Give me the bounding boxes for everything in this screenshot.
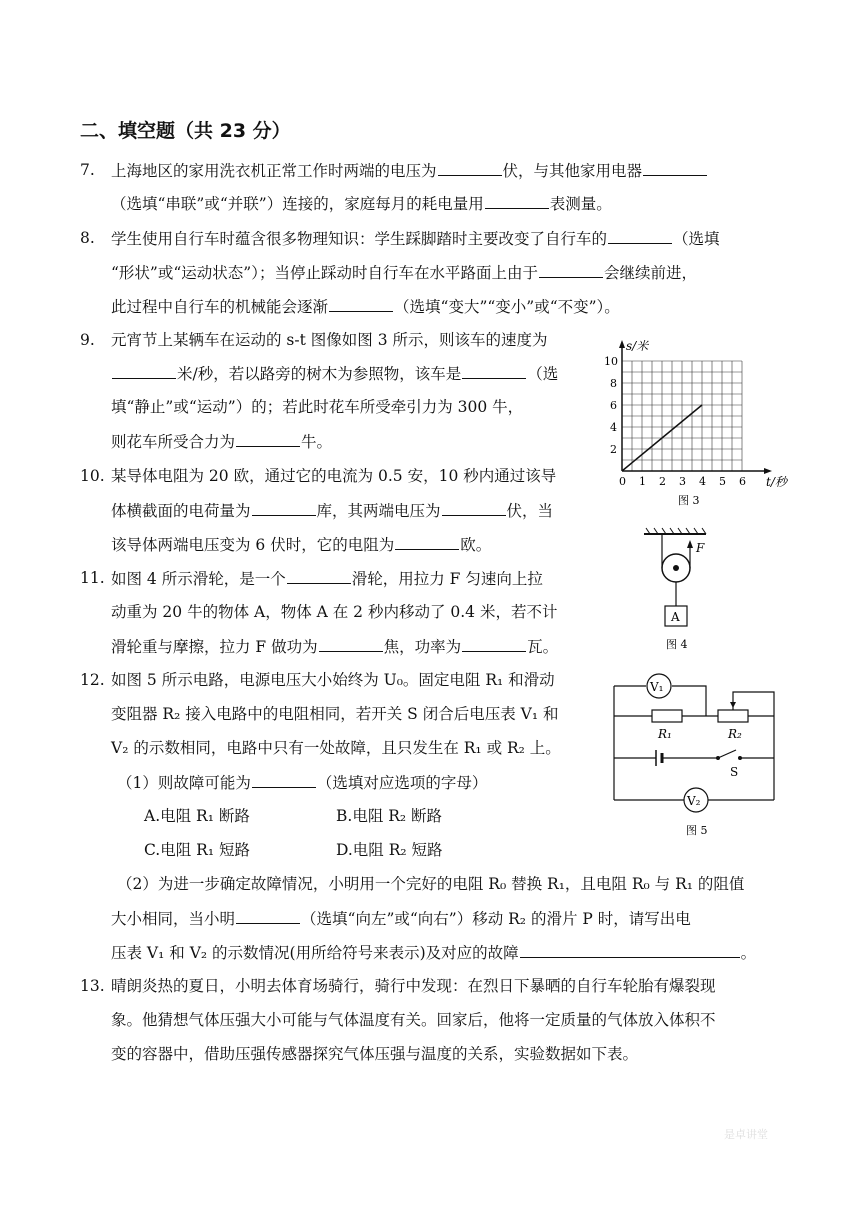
switch-blade	[718, 750, 736, 758]
answer-blank[interactable]	[252, 500, 316, 516]
q13-line1: 晴朗炎热的夏日，小明去体育场骑行，骑行中发现：在烈日下暴晒的自行车轮胎有爆裂现	[111, 977, 716, 995]
answer-blank[interactable]	[236, 431, 300, 447]
fig3-xtick-label: 1	[639, 475, 646, 488]
fig3-ylabel: s/米	[626, 339, 649, 353]
q9-line3: 填“静止”或“运动”）的；若此时花车所受牵引力为 300 牛，	[111, 398, 524, 416]
answer-blank[interactable]	[438, 160, 502, 176]
r1-label: R₁	[658, 727, 672, 741]
fig3-ytick-label: 8	[610, 377, 617, 390]
answer-blank[interactable]	[608, 228, 672, 244]
figure-5-circuit	[606, 672, 790, 842]
question-7-number: 7.	[80, 161, 95, 179]
answer-blank[interactable]	[287, 568, 351, 584]
q9-line4: 则花车所受合力为 牛。	[111, 433, 333, 451]
fig4-caption: 图 4	[666, 638, 688, 651]
fig3-ytick-label: 4	[610, 421, 617, 434]
q12-line4: （1）则故障可能为 （选填对应选项的字母）	[117, 774, 488, 792]
fig3-ytick-label: 10	[604, 355, 618, 368]
force-label: F	[696, 541, 705, 555]
q10-line3: 该导体两端电压变为 6 伏时，它的电阻为 欧。	[111, 536, 492, 554]
q10-line2: 体横截面的电荷量为 库，其两端电压为 伏，当	[111, 502, 554, 520]
question-8-number: 8.	[80, 229, 95, 247]
q9-line1: 元宵节上某辆车在运动的 s-t 图像如图 3 所示，则该车的速度为	[111, 331, 548, 349]
fig3-caption: 图 3	[678, 494, 700, 507]
fig3-ytick-label: 2	[610, 443, 617, 456]
slider-arrow	[730, 702, 736, 708]
figure-3-st-graph	[598, 336, 798, 516]
answer-blank[interactable]	[319, 636, 383, 652]
q13-line2: 象。他猜想气体压强大小可能与气体温度有关。回家后，他将一定质量的气体放入体积不	[111, 1011, 716, 1029]
q7-line1: 上海地区的家用洗衣机正常工作时两端的电压为 伏，与其他家用电器	[111, 160, 708, 181]
option-c: C.电阻 R₁ 短路	[144, 841, 250, 859]
question-13-number: 13.	[80, 977, 105, 995]
fig3-ytick-label: 6	[610, 399, 617, 412]
fig3-y-arrow	[619, 340, 625, 348]
option-b: B.电阻 R₂ 断路	[336, 807, 443, 825]
switch-label: S	[730, 765, 739, 779]
v1-label: V₁	[650, 680, 664, 694]
q11-line1: 如图 4 所示滑轮，是一个 滑轮，用拉力 F 匀速向上拉	[111, 570, 543, 588]
fig3-xtick-label: 3	[679, 475, 686, 488]
question-11-number: 11.	[80, 569, 105, 587]
fig3-grid	[622, 361, 742, 471]
rheostat-r2	[718, 710, 748, 722]
rheostat-slider	[733, 692, 774, 800]
q12-part2-line2: 大小相同，当小明 （选填“向左”或“向右”）移动 R₂ 的滑片 P 时，请写出电	[111, 910, 691, 928]
question-10-number: 10.	[80, 467, 105, 485]
section-title: 二、填空题（共 23 分）	[80, 120, 291, 142]
answer-blank[interactable]	[643, 160, 707, 176]
answer-blank[interactable]	[485, 193, 549, 209]
v2-label: V₂	[687, 794, 701, 808]
answer-blank[interactable]	[462, 363, 526, 379]
option-a: A.电阻 R₁ 断路	[144, 807, 250, 825]
question-9-number: 9.	[80, 331, 95, 349]
q9-line2: 米/秒，若以路旁的树木为参照物，该车是 （选	[111, 363, 558, 384]
fig3-x-arrow	[764, 468, 772, 474]
q12-part2-line3: 压表 V₁ 和 V₂ 的示数情况(用所给符号来表示)及对应的故障 。	[111, 944, 757, 962]
q12-part2-line1: （2）为进一步确定故障情况，小明用一个完好的电阻 R₀ 替换 R₁，且电阻 R₀ 与 R₁ 的阻值	[117, 875, 745, 893]
force-arrow	[687, 540, 693, 548]
q12-line2: 变阻器 R₂ 接入电路中的电阻相同，若开关 S 闭合后电压表 V₁ 和	[111, 705, 559, 723]
answer-blank[interactable]	[236, 908, 300, 924]
fig3-xtick-label: 4	[699, 475, 706, 488]
q13-line3: 变的容器中，借助压强传感器探究气体压强与温度的关系，实验数据如下表。	[111, 1045, 639, 1063]
q8-line2: “形状”或“运动状态”）；当停止踩动时自行车在水平路面上由于 会继续前进，	[111, 264, 697, 282]
q12-line1: 如图 5 所示电路，电源电压大小始终为 U₀。固定电阻 R₁ 和滑动	[111, 671, 555, 689]
r2-label: R₂	[728, 727, 742, 741]
answer-blank[interactable]	[252, 772, 316, 788]
fig3-xtick-label: 6	[739, 475, 746, 488]
q8-line3: 此过程中自行车的机械能会逐渐 （选填“变大”“变小”或“不变”）。	[111, 298, 620, 316]
block-label: A	[671, 610, 680, 624]
resistor-r1	[652, 710, 682, 722]
answer-blank[interactable]	[329, 296, 393, 312]
answer-blank[interactable]	[539, 262, 603, 278]
q11-line3: 滑轮重与摩擦，拉力 F 做功为 焦，功率为 瓦。	[111, 638, 559, 656]
question-12-number: 12.	[80, 671, 105, 689]
fig3-xtick-label: 0	[619, 475, 626, 488]
option-d: D.电阻 R₂ 短路	[336, 841, 443, 859]
answer-blank[interactable]	[462, 636, 526, 652]
answer-blank[interactable]	[520, 942, 740, 958]
answer-blank[interactable]	[112, 363, 176, 379]
fig5-caption: 图 5	[686, 824, 708, 837]
fig3-xtick-label: 2	[659, 475, 666, 488]
q12-line3: V₂ 的示数相同，电路中只有一处故障，且只发生在 R₁ 或 R₂ 上。	[111, 739, 561, 757]
figure-4-pulley	[630, 526, 720, 656]
fig3-xlabel: t/秒	[766, 475, 787, 489]
answer-blank[interactable]	[442, 500, 506, 516]
fig3-xtick-label: 5	[719, 475, 726, 488]
q11-line2: 动重为 20 牛的物体 A，物体 A 在 2 秒内移动了 0.4 米，若不计	[111, 603, 558, 621]
pulley-axle	[673, 565, 679, 571]
q10-line1: 某导体电阻为 20 欧，通过它的电流为 0.5 安，10 秒内通过该导	[111, 467, 557, 485]
q8-line1: 学生使用自行车时蕴含很多物理知识：学生踩脚踏时主要改变了自行车的 （选填	[111, 230, 720, 248]
q7-line2: （选填“串联”或“并联”）连接的，家庭每月的耗电量用 表测量。	[111, 195, 612, 213]
watermark: 是卓讲堂	[724, 1128, 768, 1141]
answer-blank[interactable]	[395, 534, 459, 550]
